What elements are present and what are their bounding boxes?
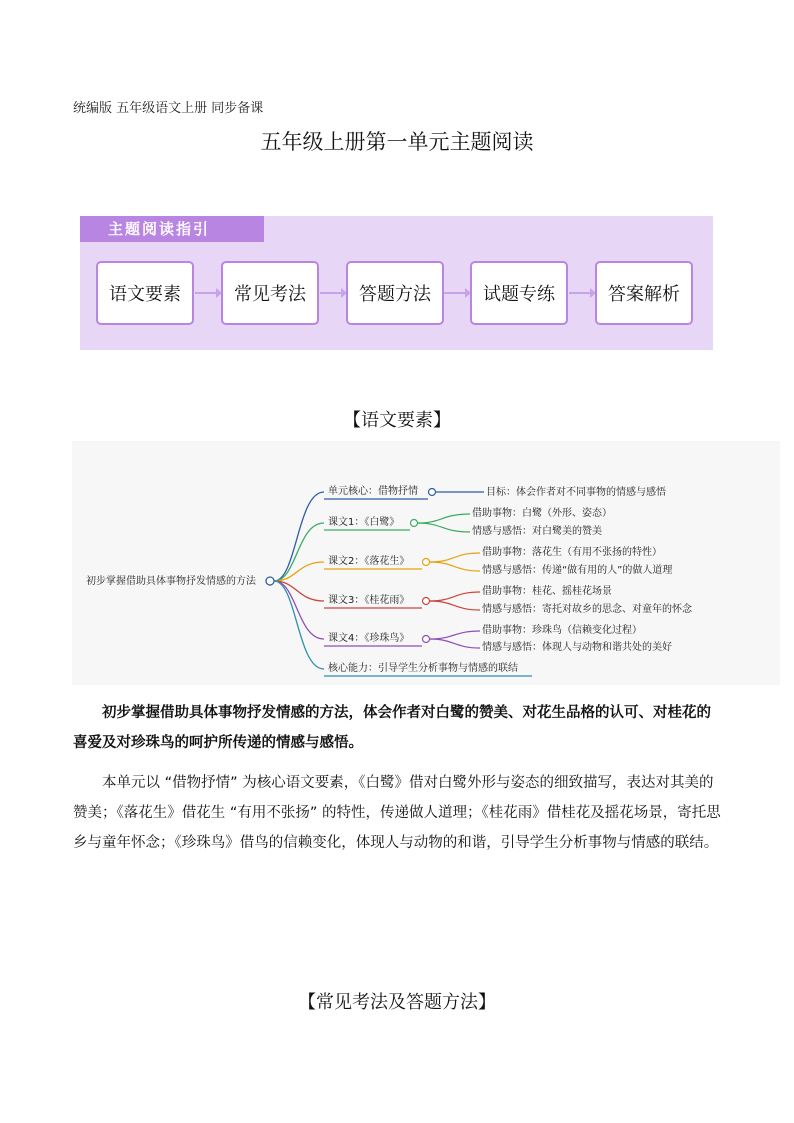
arrow-right-icon: [444, 292, 470, 294]
leaf-lesson-3-object: 借助事物：桂花、摇桂花场景: [482, 586, 612, 597]
arrow-right-icon: [320, 292, 346, 294]
mind-map-connectors: [72, 441, 780, 685]
guide-step-1: 语文要素: [96, 261, 194, 325]
branch-label-lesson-3: 课文3：《桂花雨》: [328, 595, 410, 606]
guide-steps: [96, 261, 696, 325]
guide-tag: 主题阅读指引: [80, 216, 264, 242]
guide-step-4: 试题专练: [470, 261, 568, 325]
summary-bold: 初步掌握借助具体事物抒发情感的方法，体会作者对白鹭的赞美、对花生品格的认可、对桂花的喜爱及对珍珠鸟的呵护所传递的情感与感悟。: [73, 705, 711, 751]
branch-connector-1: [274, 492, 324, 581]
leaf-lesson-4-object: 借助事物：珍珠鸟（信赖变化过程）: [482, 625, 642, 636]
branch-connector-6: [274, 581, 324, 669]
leaf-lesson-2-emotion: 情感与感悟：传递“做有用的人”的做人道理: [482, 565, 673, 576]
leaf-goal: 目标：体会作者对不同事物的情感与感悟: [486, 487, 666, 498]
mind-map-root: 初步掌握借助具体事物抒发情感的方法: [86, 576, 256, 587]
guide-step-5: 答案解析: [595, 261, 693, 325]
leaf-lesson-4-emotion: 情感与感悟：体现人与动物和谐共处的美好: [482, 642, 672, 653]
mind-map: [72, 441, 780, 685]
page-title: 五年级上册第一单元主题阅读: [260, 130, 534, 154]
guide-step-2: 常见考法: [221, 261, 319, 325]
root-node-icon: [266, 577, 274, 585]
guide-panel: [80, 216, 713, 350]
leaf-lesson-3-emotion: 情感与感悟：寄托对故乡的思念、对童年的怀念: [482, 604, 692, 615]
branch-label-core: 单元核心：借物抒情: [328, 486, 418, 497]
guide-step-3: 答题方法: [346, 261, 444, 325]
leaf-lesson-1-emotion: 情感与感悟：对白鹭美的赞美: [472, 526, 602, 537]
branch-label-lesson-4: 课文4：《珍珠鸟》: [328, 633, 410, 644]
leaf-lesson-1-object: 借助事物：白鹭（外形、姿态）: [472, 508, 612, 519]
branch-label-lesson-1: 课文1：《白鹭》: [328, 517, 400, 528]
summary-body: 本单元以 “借物抒情” 为核心语文要素，《白鹭》借对白鹭外形与姿态的细致描写，表达对其美的赞美；《落花生》借花生 “有用不张扬” 的特性，传递做人道理；《桂花雨》借桂花及摇花场景，寄托思乡与童年怀念；《珍珠鸟》借鸟的信赖变化，体现人与动物的和谐，引导学生分析事物与情感的联结。: [73, 775, 721, 851]
section-title-elements: 【语文要素】: [343, 410, 451, 431]
branch-label-lesson-2: 课文2：《落花生》: [328, 556, 410, 567]
branch-label-ability: 核心能力：引导学生分析事物与情感的联结: [328, 663, 518, 674]
section-title-methods: 【常见考法及答题方法】: [298, 992, 496, 1013]
leaf-lesson-2-object: 借助事物：落花生（有用不张扬的特性）: [482, 547, 662, 558]
arrow-right-icon: [569, 292, 595, 294]
header-subtitle: 统编版 五年级语文上册 同步备课: [73, 101, 264, 116]
arrow-right-icon: [195, 292, 221, 294]
